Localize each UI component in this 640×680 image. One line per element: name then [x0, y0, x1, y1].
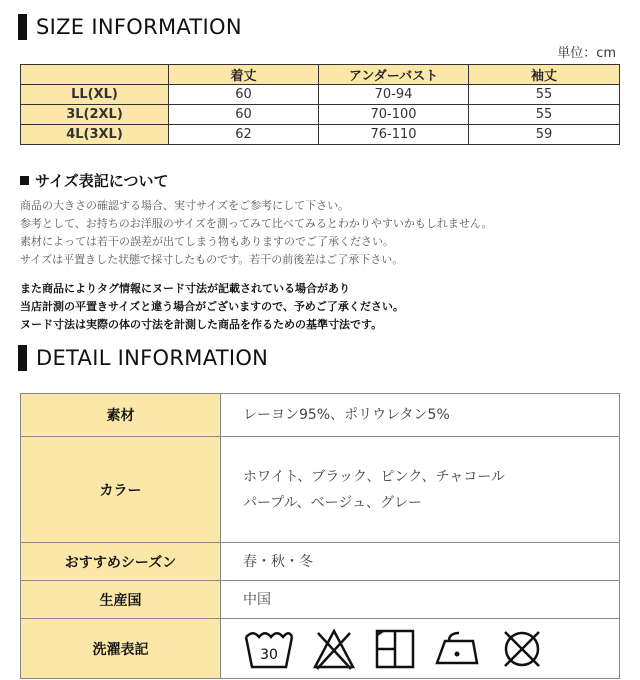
- season-value: 春・秋・冬: [221, 543, 620, 581]
- size-label: LL(XL): [21, 85, 169, 105]
- color-line-2: パープル、ベージュ、グレー: [243, 494, 423, 511]
- note-line: サイズは平置きした状態で採寸したものです。若干の前後差はご了承下さい。: [20, 253, 404, 266]
- care-icons: [221, 619, 620, 679]
- table-row: [21, 105, 620, 125]
- size-notes: [20, 197, 493, 269]
- table-row: [21, 125, 620, 145]
- color-label: カラー: [21, 437, 221, 543]
- size-table-corner: [21, 65, 169, 85]
- material-label: 素材: [21, 394, 221, 437]
- line-dry-shade-icon: [373, 627, 417, 671]
- wash-30-icon: [243, 627, 295, 671]
- color-value: [221, 437, 620, 543]
- no-bleach-icon: [311, 627, 357, 671]
- origin-value: 中国: [221, 581, 620, 619]
- detail-row-color: [21, 437, 620, 543]
- table-row: [21, 85, 620, 105]
- detail-row-material: [21, 394, 620, 437]
- length-value: 60: [169, 85, 319, 105]
- length-value: 62: [169, 125, 319, 145]
- detail-row-care: [21, 619, 620, 679]
- detail-row-origin: [21, 581, 620, 619]
- unit-label: 単位：cm: [557, 46, 616, 61]
- note-line-bold: 当店計測の平置きサイズと違う場合がございますので、予めご了承ください。: [20, 300, 404, 313]
- header-length: 着丈: [169, 65, 319, 85]
- size-label: 4L(3XL): [21, 125, 169, 145]
- nude-size-notes: [20, 280, 404, 334]
- no-dry-clean-icon: [499, 627, 545, 671]
- square-bullet-icon: [20, 176, 29, 185]
- wash-temperature: 30: [260, 646, 278, 663]
- size-table-header-row: [21, 65, 620, 85]
- underbust-value: 70-100: [319, 105, 469, 125]
- material-value: レーヨン95%、ポリウレタン5%: [221, 394, 620, 437]
- care-label: 洗濯表記: [21, 619, 221, 679]
- size-notes-title: [20, 170, 169, 191]
- size-table: [20, 64, 620, 145]
- care-icon-row: [243, 627, 619, 671]
- size-notes-title-text: サイズ表記について: [35, 172, 169, 190]
- size-section-title: SIZE INFORMATION: [36, 15, 242, 39]
- sleeve-value: 59: [469, 125, 620, 145]
- note-line-bold: ヌード寸法は実際の体の寸法を計測した商品を作るための基準寸法です。: [20, 318, 383, 331]
- header-sleeve: 袖丈: [469, 65, 620, 85]
- underbust-value: 70-94: [319, 85, 469, 105]
- detail-row-season: [21, 543, 620, 581]
- origin-label: 生産国: [21, 581, 221, 619]
- size-section-header: [18, 14, 242, 40]
- note-line: 商品の大きさの確認する場合、実寸サイズをご参考にして下さい。: [20, 199, 350, 212]
- season-label: おすすめシーズン: [21, 543, 221, 581]
- section-bar: [18, 345, 27, 371]
- detail-table: [20, 393, 620, 679]
- header-underbust: アンダーバスト: [319, 65, 469, 85]
- sleeve-value: 55: [469, 105, 620, 125]
- detail-section-header: [18, 345, 268, 371]
- section-bar: [18, 14, 27, 40]
- iron-low-icon: [433, 627, 483, 671]
- color-line-1: ホワイト、ブラック、ピンク、チャコール: [243, 468, 505, 485]
- size-label: 3L(2XL): [21, 105, 169, 125]
- note-line: 参考として、お持ちのお洋服のサイズを測ってみて比べてみるとわかりやすいかもしれません。: [20, 217, 493, 230]
- detail-section-title: DETAIL INFORMATION: [36, 346, 269, 370]
- length-value: 60: [169, 105, 319, 125]
- sleeve-value: 55: [469, 85, 620, 105]
- note-line: 素材によっては若干の誤差が出てしまう物もありますのでご了承ください。: [20, 235, 394, 248]
- note-line-bold: また商品によりタグ情報にヌード寸法が記載されている場合があり: [20, 282, 350, 295]
- underbust-value: 76-110: [319, 125, 469, 145]
